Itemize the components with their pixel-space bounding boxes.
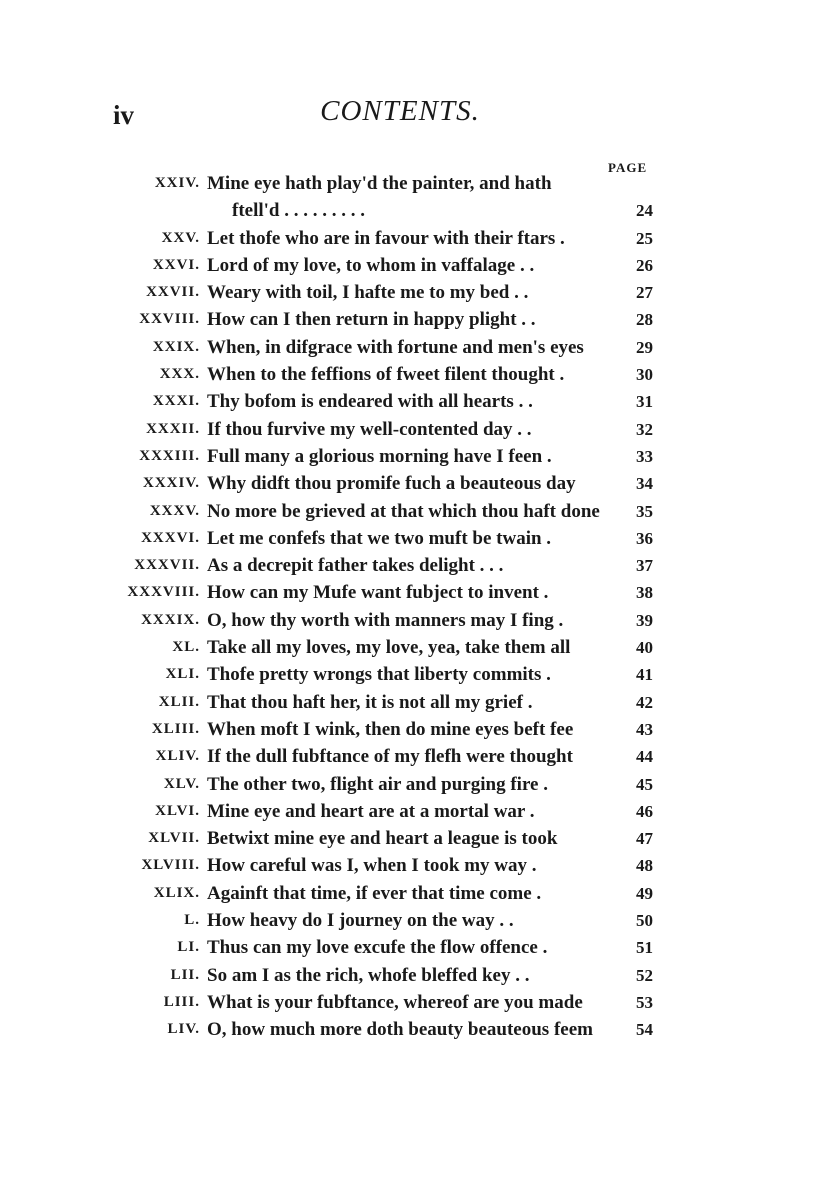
page-ref: 31 xyxy=(636,392,653,412)
sonnet-first-line: When moft I wink, then do mine eyes beft fee xyxy=(207,718,574,740)
sonnet-first-line: No more be grieved at that which thou haft done xyxy=(207,500,600,522)
sonnet-numeral: XLVI. xyxy=(155,802,200,819)
contents-entry xyxy=(0,498,840,525)
page-ref: 51 xyxy=(636,938,653,958)
sonnet-numeral: XLII. xyxy=(158,693,200,710)
sonnet-numeral: XXVI. xyxy=(152,256,200,273)
sonnet-first-line: As a decrepit father takes delight . . . xyxy=(207,555,504,577)
page-ref: 52 xyxy=(636,965,653,985)
sonnet-first-line: How heavy do I journey on the way . . xyxy=(207,910,514,932)
page-ref: 41 xyxy=(636,665,653,685)
sonnet-first-line: That thou haft her, it is not all my grief . xyxy=(207,691,533,713)
page-ref: 28 xyxy=(636,310,653,330)
sonnet-first-line: How can I then return in happy plight . . xyxy=(207,309,536,331)
contents-entry xyxy=(0,525,840,552)
sonnet-numeral: XXXVIII. xyxy=(127,584,200,601)
sonnet-first-line: The other two, flight air and purging fire . xyxy=(207,773,548,795)
page-column-label: PAGE xyxy=(608,160,648,175)
contents-entry xyxy=(0,552,840,579)
page-ref: 42 xyxy=(636,692,653,712)
sonnet-first-line: Weary with toil, I hafte me to my bed . . xyxy=(207,282,529,304)
contents-entry xyxy=(0,989,840,1016)
page-ref: 54 xyxy=(636,1020,653,1040)
page-ref: 36 xyxy=(636,528,653,548)
sonnet-numeral: LIV. xyxy=(167,1021,200,1038)
sonnet-first-line: When, in difgrace with fortune and men's eyes xyxy=(207,336,584,358)
page-ref: 38 xyxy=(636,583,653,603)
sonnet-first-line: O, how thy worth with manners may I fing . xyxy=(207,609,564,631)
sonnet-numeral: XXVII. xyxy=(146,284,200,301)
page-ref: 48 xyxy=(636,856,653,876)
contents-entry xyxy=(0,252,840,279)
page-ref: 37 xyxy=(636,556,653,576)
contents-entry xyxy=(0,388,840,415)
sonnet-first-line: If the dull fubftance of my flefh were thought xyxy=(207,746,573,768)
page-ref: 24 xyxy=(636,201,653,221)
contents-entry xyxy=(0,880,840,907)
sonnet-first-line: If thou furvive my well-contented day . . xyxy=(207,418,532,440)
sonnet-numeral: XLV. xyxy=(163,775,200,792)
sonnet-first-line: Take all my loves, my love, yea, take them all xyxy=(207,637,571,659)
contents-entry xyxy=(0,825,840,852)
contents-entry xyxy=(0,170,840,197)
sonnet-first-line: Thofe pretty wrongs that liberty commits . xyxy=(207,664,551,686)
sonnet-numeral: XXXVI. xyxy=(141,529,200,546)
sonnet-first-line: Betwixt mine eye and heart a league is took xyxy=(207,828,558,850)
sonnet-first-line: O, how much more doth beauty beauteous feem xyxy=(207,1019,593,1041)
sonnet-first-line: When to the feffions of fweet filent thought . xyxy=(207,364,565,386)
contents-entry xyxy=(0,852,840,879)
page-ref: 49 xyxy=(636,883,653,903)
sonnet-numeral: L. xyxy=(184,912,200,929)
contents-entry xyxy=(0,607,840,634)
contents-entry xyxy=(0,661,840,688)
contents-entry xyxy=(0,443,840,470)
page-ref: 32 xyxy=(636,419,653,439)
sonnet-numeral: XXXIV. xyxy=(143,475,200,492)
sonnet-first-line: ftell'd . . . . . . . . . xyxy=(232,200,365,222)
contents-entry xyxy=(0,743,840,770)
sonnet-numeral: XXVIII. xyxy=(139,311,200,328)
page-ref: 35 xyxy=(636,501,653,521)
contents-entry xyxy=(0,907,840,934)
sonnet-numeral: XLIII. xyxy=(151,720,200,737)
sonnet-numeral: XXX. xyxy=(159,366,200,383)
contents-entry xyxy=(0,279,840,306)
page-ref: 34 xyxy=(636,474,653,494)
contents-entry xyxy=(0,197,840,224)
page-ref: 50 xyxy=(636,911,653,931)
page-ref: 29 xyxy=(636,337,653,357)
sonnet-numeral: XLIV. xyxy=(155,748,200,765)
contents-entry xyxy=(0,334,840,361)
contents-entry xyxy=(0,579,840,606)
contents-entry xyxy=(0,689,840,716)
sonnet-first-line: So am I as the rich, whofe bleffed key . . xyxy=(207,964,530,986)
contents-entry xyxy=(0,771,840,798)
page-ref: 47 xyxy=(636,829,653,849)
contents-entry xyxy=(0,416,840,443)
contents-entry xyxy=(0,470,840,497)
page-ref: 30 xyxy=(636,365,653,385)
contents-entry xyxy=(0,798,840,825)
page-number: iv xyxy=(113,100,135,130)
sonnet-numeral: XXXVII. xyxy=(134,557,200,574)
sonnet-numeral: XLIX. xyxy=(153,884,200,901)
sonnet-numeral: LII. xyxy=(170,966,200,983)
sonnet-numeral: XLVII. xyxy=(148,830,200,847)
sonnet-first-line: Mine eye and heart are at a mortal war . xyxy=(207,800,535,822)
sonnet-first-line: Thy bofom is endeared with all hearts . . xyxy=(207,391,533,413)
sonnet-first-line: What is your fubftance, whereof are you made xyxy=(207,991,583,1013)
sonnet-numeral: XXXV. xyxy=(149,502,200,519)
contents-entry xyxy=(0,306,840,333)
sonnet-first-line: Let thofe who are in favour with their ftars . xyxy=(207,227,565,249)
sonnet-numeral: XXXII. xyxy=(146,420,200,437)
sonnet-first-line: Mine eye hath play'd the painter, and hath xyxy=(207,173,552,194)
sonnet-numeral: XLI. xyxy=(165,666,200,683)
page-ref: 27 xyxy=(636,283,653,303)
page-ref: 40 xyxy=(636,638,653,658)
sonnet-numeral: XXV. xyxy=(161,229,200,246)
page-ref: 46 xyxy=(636,801,653,821)
sonnet-numeral: LI. xyxy=(177,939,200,956)
page-ref: 44 xyxy=(636,747,653,767)
contents-entry xyxy=(0,716,840,743)
page-ref: 53 xyxy=(636,992,653,1012)
contents-entry xyxy=(0,934,840,961)
sonnet-numeral: XL. xyxy=(172,639,200,656)
contents-entry xyxy=(0,361,840,388)
sonnet-first-line: Let me confefs that we two muft be twain . xyxy=(207,527,552,549)
page-ref: 43 xyxy=(636,719,653,739)
sonnet-first-line: How can my Mufe want fubject to invent . xyxy=(207,582,549,604)
sonnet-first-line: Why didft thou promife fuch a beauteous day xyxy=(207,473,576,495)
sonnet-numeral: LIII. xyxy=(163,993,200,1010)
page-ref: 25 xyxy=(636,228,653,248)
page-ref: 33 xyxy=(636,446,653,466)
page-ref: 26 xyxy=(636,255,653,275)
sonnet-first-line: Thus can my love excufe the flow offence . xyxy=(207,937,548,959)
sonnet-numeral: XLVIII. xyxy=(141,857,200,874)
page-ref: 39 xyxy=(636,610,653,630)
contents-entry xyxy=(0,962,840,989)
sonnet-numeral: XXXIX. xyxy=(141,611,200,628)
page-ref: 45 xyxy=(636,774,653,794)
contents-list xyxy=(0,170,840,1044)
contents-entry xyxy=(0,225,840,252)
sonnet-numeral: XXXIII. xyxy=(139,447,200,464)
sonnet-first-line: Full many a glorious morning have I feen . xyxy=(207,445,552,467)
sonnet-numeral: XXXI. xyxy=(152,393,200,410)
sonnet-first-line: How careful was I, when I took my way . xyxy=(207,855,537,877)
sonnet-first-line: Againft that time, if ever that time come . xyxy=(207,882,542,904)
sonnet-first-line: Lord of my love, to whom in vaffalage . . xyxy=(207,254,535,276)
sonnet-numeral: XXIV. xyxy=(154,175,200,191)
contents-entry xyxy=(0,634,840,661)
page-title: CONTENTS. xyxy=(320,95,480,127)
contents-entry xyxy=(0,1016,840,1043)
sonnet-numeral: XXIX. xyxy=(152,338,200,355)
